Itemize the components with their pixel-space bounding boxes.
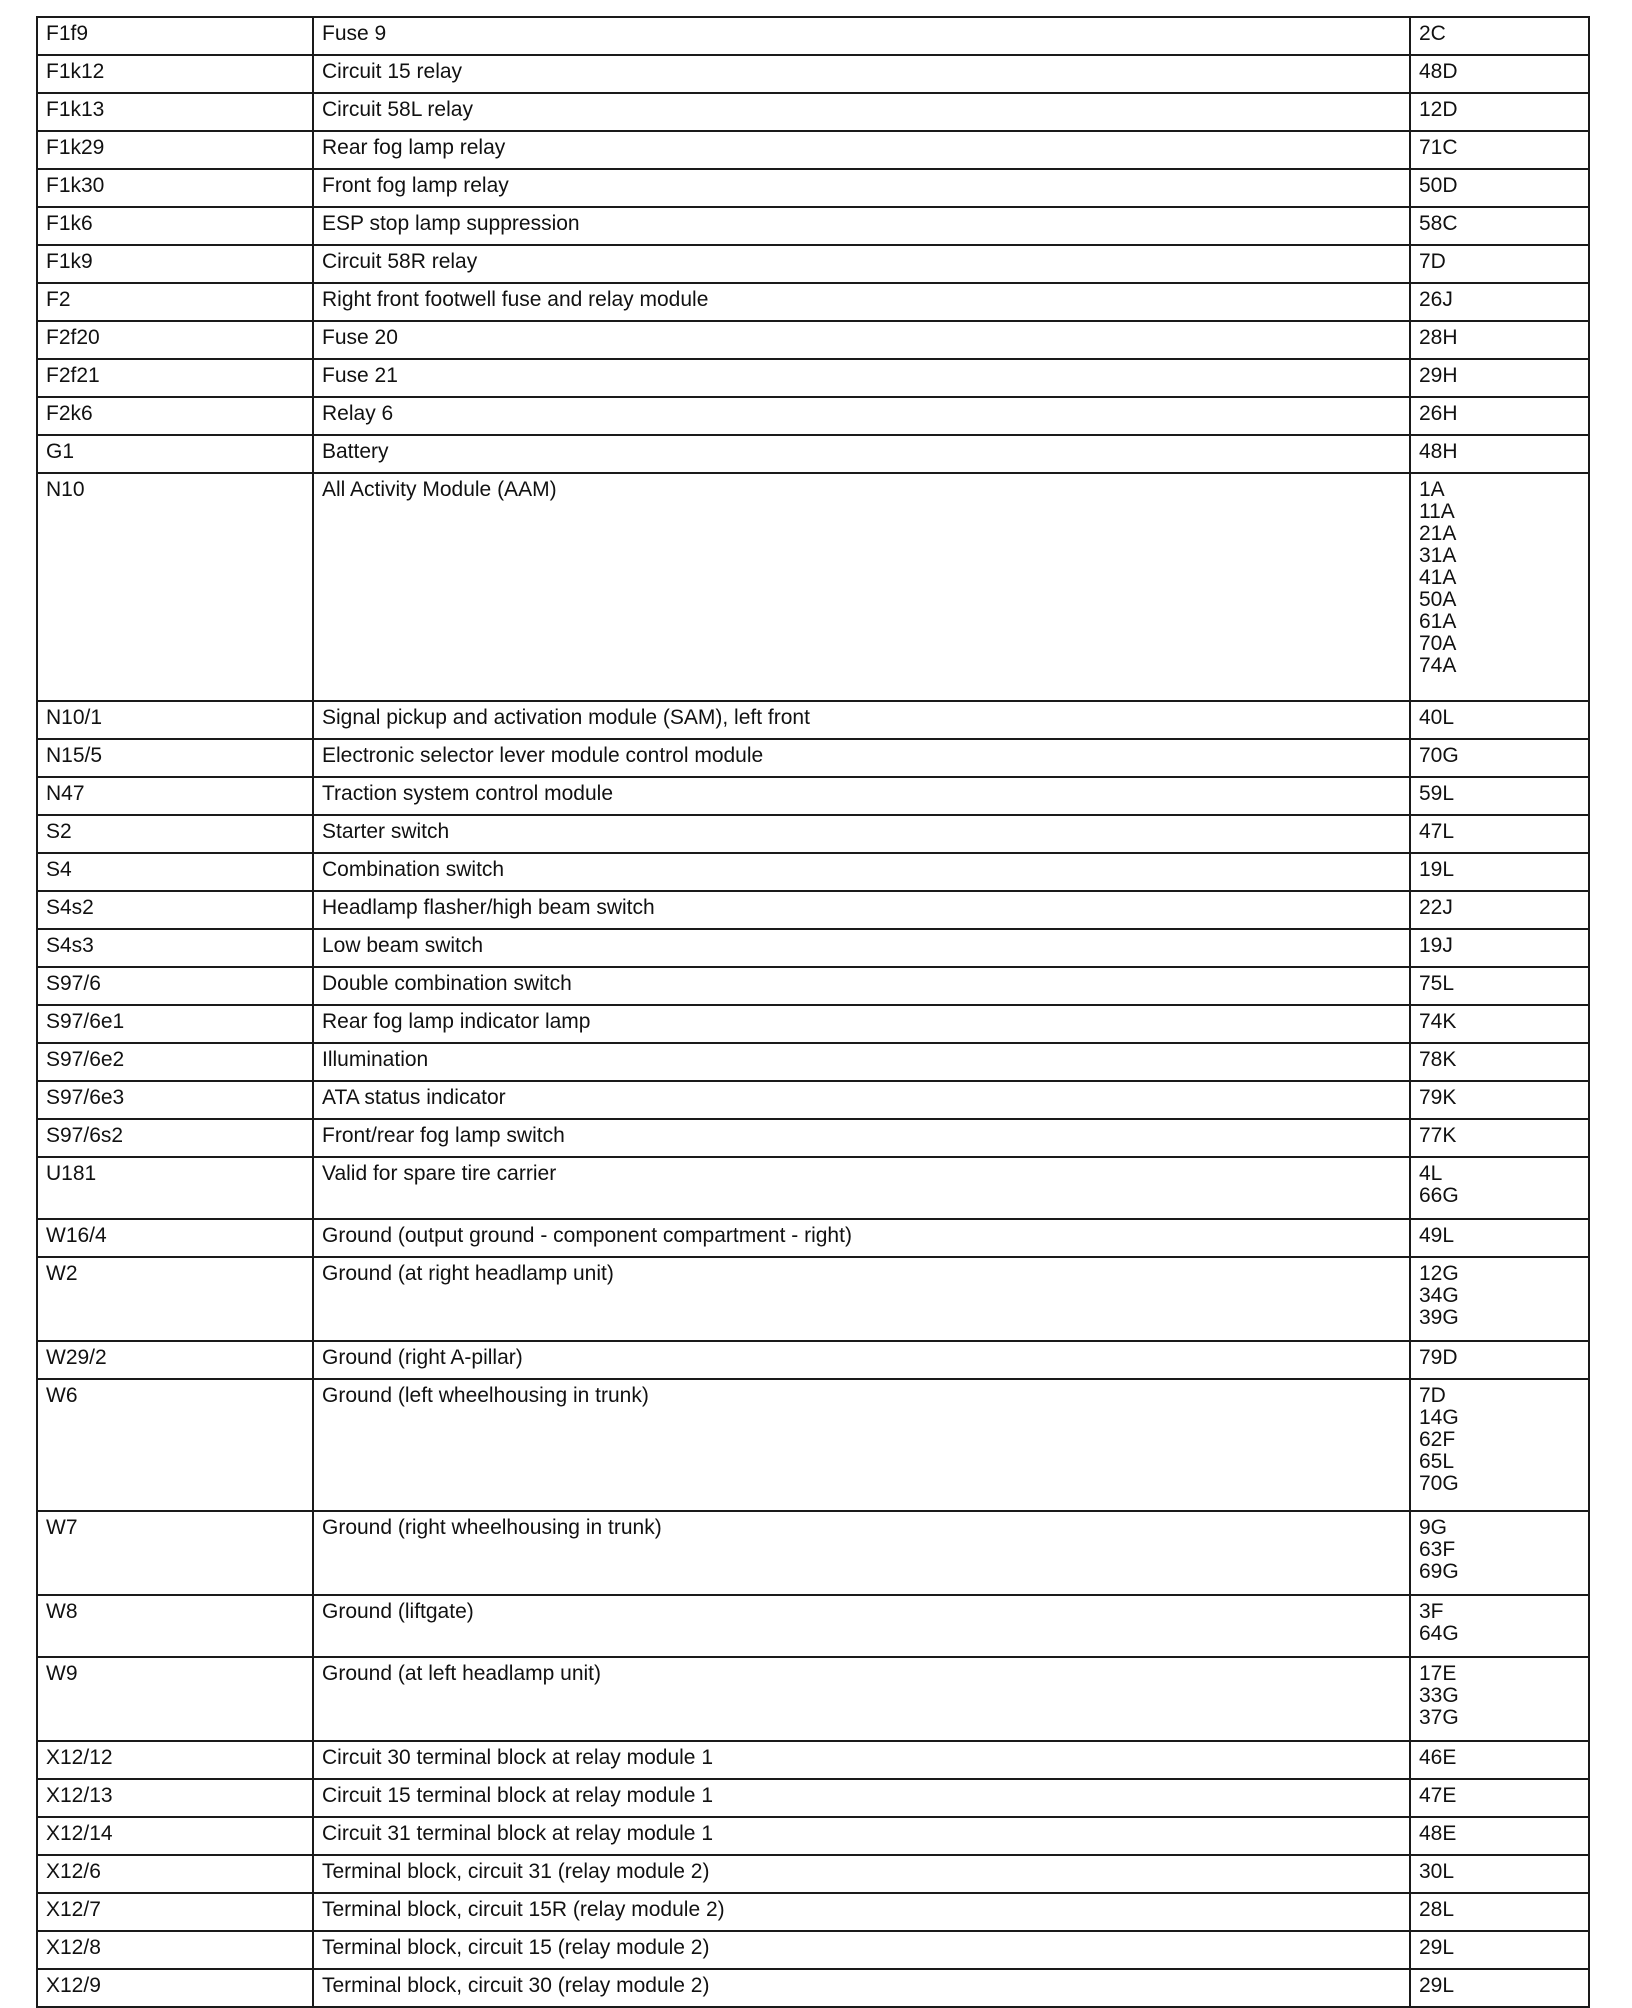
grid-location-value: 50A	[1419, 588, 1457, 611]
component-code-cell: W29/2	[37, 1341, 313, 1379]
grid-location-cell	[1410, 1043, 1589, 1081]
grid-location-cell	[1410, 1595, 1589, 1657]
grid-location-value: 70A	[1419, 632, 1457, 655]
component-code-cell: S4	[37, 853, 313, 891]
grid-location-value: 21A	[1419, 522, 1457, 545]
grid-location-cell	[1410, 1119, 1589, 1157]
component-description-cell: Relay 6	[313, 397, 1410, 435]
grid-location-cell	[1410, 1005, 1589, 1043]
grid-location-cell	[1410, 1969, 1589, 2007]
grid-location-value: 79K	[1419, 1086, 1457, 1109]
table-row	[37, 397, 1589, 435]
table-row	[37, 891, 1589, 929]
component-code-cell: S4s3	[37, 929, 313, 967]
table-row	[37, 131, 1589, 169]
grid-location-value: 69G	[1419, 1560, 1459, 1583]
component-description-cell: ESP stop lamp suppression	[313, 207, 1410, 245]
grid-location-value: 29L	[1419, 1936, 1455, 1959]
component-code-cell: X12/7	[37, 1893, 313, 1931]
component-code-cell: F2k6	[37, 397, 313, 435]
grid-location-value: 63F	[1419, 1538, 1456, 1561]
grid-location-value: 12G	[1419, 1262, 1459, 1285]
grid-location-cell	[1410, 397, 1589, 435]
component-description-cell: Terminal block, circuit 30 (relay module 2)	[313, 1969, 1410, 2007]
grid-location-value: 49L	[1419, 1224, 1455, 1247]
grid-location-value: 41A	[1419, 566, 1457, 589]
grid-location-value: 58C	[1419, 212, 1458, 235]
component-description-cell: Ground (output ground - component compartment - right)	[313, 1219, 1410, 1257]
grid-location-value: 34G	[1419, 1284, 1459, 1307]
table-row	[37, 1595, 1589, 1657]
grid-location-value: 26J	[1419, 288, 1453, 311]
component-description-cell: Circuit 58L relay	[313, 93, 1410, 131]
grid-location-cell	[1410, 245, 1589, 283]
grid-location-cell	[1410, 1341, 1589, 1379]
component-code-cell: S4s2	[37, 891, 313, 929]
grid-location-cell	[1410, 93, 1589, 131]
grid-location-cell	[1410, 359, 1589, 397]
component-description-cell: Signal pickup and activation module (SAM), left front	[313, 701, 1410, 739]
component-description-cell: Fuse 21	[313, 359, 1410, 397]
component-description-cell: Circuit 31 terminal block at relay module 1	[313, 1817, 1410, 1855]
component-code-cell: S97/6e3	[37, 1081, 313, 1119]
table-row	[37, 207, 1589, 245]
grid-location-value: 70G	[1419, 744, 1459, 767]
grid-location-value: 78K	[1419, 1048, 1457, 1071]
component-code-cell: F2	[37, 283, 313, 321]
table-row	[37, 93, 1589, 131]
component-description-cell: Rear fog lamp relay	[313, 131, 1410, 169]
component-code-cell: S97/6e1	[37, 1005, 313, 1043]
component-description-cell: Terminal block, circuit 31 (relay module 2)	[313, 1855, 1410, 1893]
grid-location-value: 39G	[1419, 1306, 1459, 1329]
grid-location-value: 7D	[1419, 1384, 1446, 1407]
component-description-cell: Headlamp flasher/high beam switch	[313, 891, 1410, 929]
component-code-cell: S2	[37, 815, 313, 853]
grid-location-cell	[1410, 815, 1589, 853]
grid-location-cell	[1410, 739, 1589, 777]
component-description-cell: Front/rear fog lamp switch	[313, 1119, 1410, 1157]
table-row	[37, 1119, 1589, 1157]
table-row	[37, 701, 1589, 739]
grid-location-value: 19J	[1419, 934, 1453, 957]
grid-location-cell	[1410, 853, 1589, 891]
grid-location-value: 62F	[1419, 1428, 1456, 1451]
component-code-cell: G1	[37, 435, 313, 473]
grid-location-value: 37G	[1419, 1706, 1459, 1729]
component-code-cell: U181	[37, 1157, 313, 1219]
component-description-cell: Ground (right A-pillar)	[313, 1341, 1410, 1379]
grid-location-cell	[1410, 777, 1589, 815]
grid-location-cell	[1410, 967, 1589, 1005]
table-row	[37, 435, 1589, 473]
component-description-cell: Ground (at left headlamp unit)	[313, 1657, 1410, 1741]
component-code-cell: W7	[37, 1511, 313, 1595]
component-description-cell: Low beam switch	[313, 929, 1410, 967]
component-description-cell: Circuit 30 terminal block at relay module 1	[313, 1741, 1410, 1779]
grid-location-value: 50D	[1419, 174, 1458, 197]
component-description-cell: Circuit 58R relay	[313, 245, 1410, 283]
grid-location-value: 30L	[1419, 1860, 1455, 1883]
component-code-cell: F1k9	[37, 245, 313, 283]
grid-location-cell	[1410, 169, 1589, 207]
component-code-cell: X12/14	[37, 1817, 313, 1855]
grid-location-value: 28H	[1419, 326, 1458, 349]
table-row	[37, 739, 1589, 777]
component-description-cell: Electronic selector lever module control module	[313, 739, 1410, 777]
component-description-cell: All Activity Module (AAM)	[313, 473, 1410, 701]
component-description-cell: Valid for spare tire carrier	[313, 1157, 1410, 1219]
component-code-cell: F1k6	[37, 207, 313, 245]
component-code-cell: F2f20	[37, 321, 313, 359]
grid-location-value: 48D	[1419, 60, 1458, 83]
grid-location-value: 66G	[1419, 1184, 1459, 1207]
grid-location-cell	[1410, 1931, 1589, 1969]
table-row	[37, 967, 1589, 1005]
grid-location-cell	[1410, 1817, 1589, 1855]
table-row	[37, 1043, 1589, 1081]
grid-location-value: 29L	[1419, 1974, 1455, 1997]
grid-location-value: 12D	[1419, 98, 1458, 121]
grid-location-value: 33G	[1419, 1684, 1459, 1707]
grid-location-value: 14G	[1419, 1406, 1459, 1429]
component-description-cell: Right front footwell fuse and relay module	[313, 283, 1410, 321]
component-code-cell: N10	[37, 473, 313, 701]
grid-location-value: 74K	[1419, 1010, 1457, 1033]
table-row	[37, 283, 1589, 321]
grid-location-value: 31A	[1419, 544, 1457, 567]
grid-location-value: 29H	[1419, 364, 1458, 387]
grid-location-value: 1A	[1419, 478, 1445, 501]
component-description-cell: Ground (at right headlamp unit)	[313, 1257, 1410, 1341]
table-row	[37, 777, 1589, 815]
grid-location-value: 11A	[1419, 500, 1455, 523]
component-description-cell: Circuit 15 relay	[313, 55, 1410, 93]
component-code-cell: F1k30	[37, 169, 313, 207]
component-description-cell: Double combination switch	[313, 967, 1410, 1005]
grid-location-value: 22J	[1419, 896, 1453, 919]
table-row	[37, 1817, 1589, 1855]
table-row	[37, 1157, 1589, 1219]
grid-location-value: 77K	[1419, 1124, 1457, 1147]
grid-location-cell	[1410, 1157, 1589, 1219]
grid-location-value: 75L	[1419, 972, 1455, 995]
table-row	[37, 245, 1589, 283]
grid-location-cell	[1410, 1379, 1589, 1511]
grid-location-cell	[1410, 321, 1589, 359]
table-row	[37, 853, 1589, 891]
component-code-cell: X12/9	[37, 1969, 313, 2007]
grid-location-cell	[1410, 1779, 1589, 1817]
component-description-cell: Terminal block, circuit 15R (relay module 2)	[313, 1893, 1410, 1931]
grid-location-cell	[1410, 1741, 1589, 1779]
component-description-cell: Traction system control module	[313, 777, 1410, 815]
table-row	[37, 473, 1589, 701]
table-row	[37, 1257, 1589, 1341]
component-description-cell: Combination switch	[313, 853, 1410, 891]
grid-location-value: 70G	[1419, 1472, 1459, 1495]
table-row	[37, 1779, 1589, 1817]
component-description-cell: Front fog lamp relay	[313, 169, 1410, 207]
grid-location-value: 47L	[1419, 820, 1455, 843]
grid-location-value: 59L	[1419, 782, 1455, 805]
component-code-cell: N47	[37, 777, 313, 815]
component-code-cell: S97/6s2	[37, 1119, 313, 1157]
grid-location-value: 40L	[1419, 706, 1455, 729]
grid-location-cell	[1410, 207, 1589, 245]
grid-location-cell	[1410, 17, 1589, 55]
grid-location-value: 48E	[1419, 1822, 1457, 1845]
component-code-cell: X12/8	[37, 1931, 313, 1969]
grid-location-value: 26H	[1419, 402, 1458, 425]
component-description-cell: Ground (liftgate)	[313, 1595, 1410, 1657]
component-description-cell: Fuse 20	[313, 321, 1410, 359]
table-row	[37, 1855, 1589, 1893]
grid-location-cell	[1410, 1219, 1589, 1257]
component-code-cell: F1k29	[37, 131, 313, 169]
grid-location-value: 71C	[1419, 136, 1458, 159]
component-description-cell: Rear fog lamp indicator lamp	[313, 1005, 1410, 1043]
component-code-cell: X12/12	[37, 1741, 313, 1779]
grid-location-cell	[1410, 473, 1589, 701]
table-row	[37, 815, 1589, 853]
grid-location-value: 2C	[1419, 22, 1446, 45]
table-row	[37, 1081, 1589, 1119]
table-row	[37, 929, 1589, 967]
grid-location-value: 17E	[1419, 1662, 1457, 1685]
component-code-cell: S97/6e2	[37, 1043, 313, 1081]
component-code-cell: W16/4	[37, 1219, 313, 1257]
grid-location-value: 79D	[1419, 1346, 1458, 1369]
grid-location-value: 61A	[1419, 610, 1457, 633]
grid-location-cell	[1410, 1657, 1589, 1741]
grid-location-cell	[1410, 1893, 1589, 1931]
component-description-cell: ATA status indicator	[313, 1081, 1410, 1119]
grid-location-value: 46E	[1419, 1746, 1457, 1769]
table-row	[37, 1341, 1589, 1379]
grid-location-cell	[1410, 891, 1589, 929]
table-row	[37, 1893, 1589, 1931]
component-code-cell: F1k12	[37, 55, 313, 93]
grid-location-value: 47E	[1419, 1784, 1457, 1807]
component-code-cell: W2	[37, 1257, 313, 1341]
table-row	[37, 169, 1589, 207]
component-code-cell: N10/1	[37, 701, 313, 739]
grid-location-value: 65L	[1419, 1450, 1455, 1473]
grid-location-cell	[1410, 1511, 1589, 1595]
grid-location-cell	[1410, 55, 1589, 93]
grid-location-value: 3F	[1419, 1600, 1444, 1623]
grid-location-cell	[1410, 1081, 1589, 1119]
component-code-cell: W8	[37, 1595, 313, 1657]
table-row	[37, 1657, 1589, 1741]
table-row	[37, 321, 1589, 359]
table-row	[37, 1931, 1589, 1969]
grid-location-cell	[1410, 1855, 1589, 1893]
component-code-cell: W9	[37, 1657, 313, 1741]
table-row	[37, 359, 1589, 397]
grid-location-cell	[1410, 283, 1589, 321]
component-description-cell: Ground (right wheelhousing in trunk)	[313, 1511, 1410, 1595]
table-row	[37, 55, 1589, 93]
grid-location-value: 64G	[1419, 1622, 1459, 1645]
component-description-cell: Terminal block, circuit 15 (relay module 2)	[313, 1931, 1410, 1969]
component-description-cell: Circuit 15 terminal block at relay module 1	[313, 1779, 1410, 1817]
component-code-cell: F2f21	[37, 359, 313, 397]
component-description-cell: Fuse 9	[313, 17, 1410, 55]
grid-location-cell	[1410, 435, 1589, 473]
table-row	[37, 17, 1589, 55]
component-code-cell: X12/6	[37, 1855, 313, 1893]
grid-location-value: 19L	[1419, 858, 1455, 881]
component-code-cell: S97/6	[37, 967, 313, 1005]
grid-location-value: 74A	[1419, 654, 1457, 677]
table-row	[37, 1219, 1589, 1257]
component-description-cell: Ground (left wheelhousing in trunk)	[313, 1379, 1410, 1511]
table-row	[37, 1511, 1589, 1595]
grid-location-value: 4L	[1419, 1162, 1443, 1185]
component-description-cell: Illumination	[313, 1043, 1410, 1081]
grid-location-cell	[1410, 1257, 1589, 1341]
component-location-table	[36, 16, 1590, 2008]
table-row	[37, 1379, 1589, 1511]
grid-location-value: 48H	[1419, 440, 1458, 463]
grid-location-value: 7D	[1419, 250, 1446, 273]
component-code-cell: F1f9	[37, 17, 313, 55]
component-code-cell: W6	[37, 1379, 313, 1511]
table-row	[37, 1969, 1589, 2007]
table-row	[37, 1741, 1589, 1779]
component-description-cell: Starter switch	[313, 815, 1410, 853]
grid-location-cell	[1410, 929, 1589, 967]
component-description-cell: Battery	[313, 435, 1410, 473]
table-row	[37, 1005, 1589, 1043]
grid-location-value: 28L	[1419, 1898, 1455, 1921]
component-code-cell: N15/5	[37, 739, 313, 777]
grid-location-cell	[1410, 131, 1589, 169]
component-code-cell: X12/13	[37, 1779, 313, 1817]
component-code-cell: F1k13	[37, 93, 313, 131]
grid-location-cell	[1410, 701, 1589, 739]
grid-location-value: 9G	[1419, 1516, 1448, 1539]
table-body	[37, 17, 1589, 2007]
